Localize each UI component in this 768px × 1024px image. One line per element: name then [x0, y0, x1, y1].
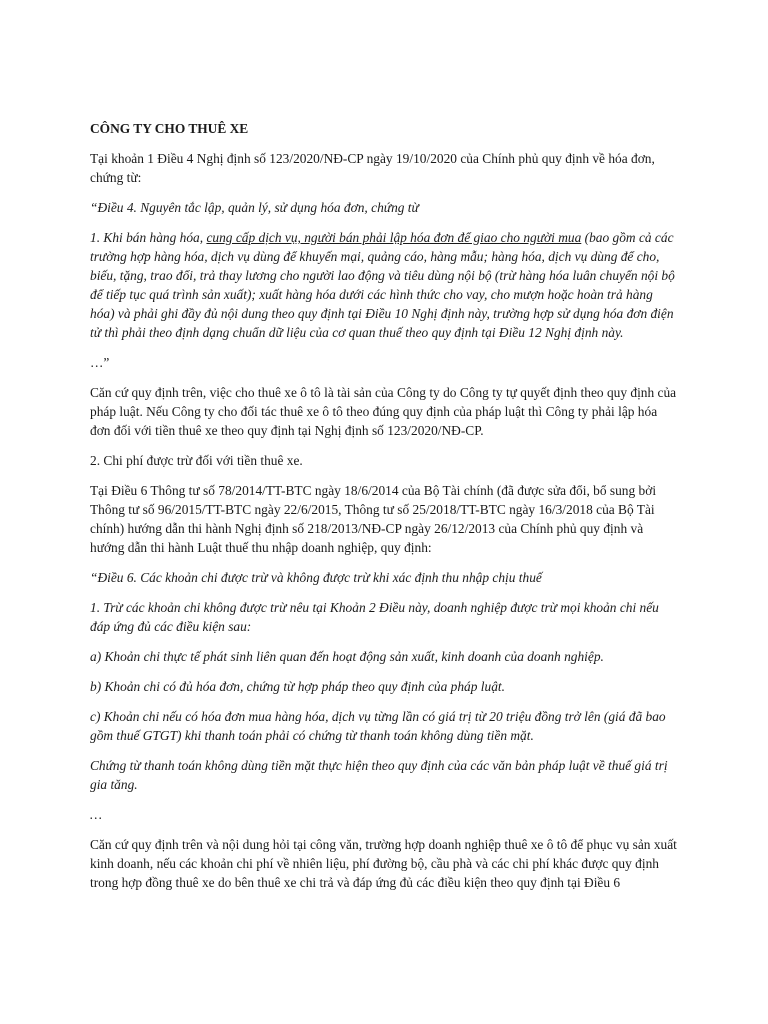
- quote-article-4-heading: “Điều 4. Nguyên tắc lập, quản lý, sử dụng hóa đơn, chứng từ: [90, 200, 419, 215]
- paragraph-legal-basis: Tại khoản 1 Điều 4 Nghị định số 123/2020/NĐ-CP ngày 19/10/2020 của Chính phủ quy định về hóa đơn, chứng từ:: [90, 151, 655, 185]
- document-title: CÔNG TY CHO THUÊ XE: [90, 121, 249, 136]
- paragraph-conclusion-2: Căn cứ quy định trên và nội dung hỏi tại công văn, trường hợp doanh nghiệp thuê xe ô tô để phục vụ sản xuất kinh doanh, nếu các khoản chi phí về nhiên liệu, phí đường bộ, cầu phà và các chi phí khác được quy định trong hợp đồng thuê xe do bên thuê xe chi trả và đáp ứng đủ các điều kiện theo quy định tại Điều 6: [90, 837, 677, 890]
- paragraph-legal-basis-2: Tại Điều 6 Thông tư số 78/2014/TT-BTC ngày 18/6/2014 của Bộ Tài chính (đã được sửa đổi, bổ sung bởi Thông tư số 96/2015/TT-BTC ngày 22/6/2015, Thông tư số 25/2018/TT-BTC ngày 16/3/2018 của Bộ Tài chính) hướng dẫn thi hành Nghị định số 218/2013/NĐ-CP ngày 26/12/2013 của Chính phủ quy định và hướng dẫn thi hành Luật thuế thu nhập doanh nghiệp, quy định:: [90, 483, 657, 555]
- paragraph-conclusion-1: Căn cứ quy định trên, việc cho thuê xe ô tô là tài sản của Công ty do Công ty tự quyết định theo quy định của pháp luật. Nếu Công ty cho đối tác thuê xe ô tô theo đúng quy định của pháp luật thì Công ty phải lập hóa đơn đối với tiền thuê xe theo quy định tại Nghị định số 123/2020/NĐ-CP.: [90, 385, 677, 438]
- quote-article-6-heading: “Điều 6. Các khoản chi được trừ và không được trừ khi xác định thu nhập chịu thuế: [90, 570, 542, 585]
- condition-b: b) Khoản chi có đủ hóa đơn, chứng từ hợp pháp theo quy định của pháp luật.: [90, 679, 505, 694]
- clause-text-after: (bao gồm cả các trường hợp hàng hóa, dịch vụ dùng để khuyến mại, quảng cáo, hàng mẫu; hàng hóa, dịch vụ dùng để cho, biếu, tặng, trao đổi, trả thay lương cho người lao động và tiêu dùng nội bộ (trừ hàng hóa luân chuyển nội bộ để tiếp tục quá trình sản xuất); xuất hàng hóa dưới các hình thức cho vay, cho mượn hoặc hoàn trả hàng hóa) và phải ghi đầy đủ nội dung theo quy định tại Điều 10 Nghị định này, trường hợp sử dụng hóa đơn điện tử thì phải theo định dạng chuẩn dữ liệu của cơ quan thuế theo quy định tại Điều 12 Nghị định này.: [90, 230, 675, 340]
- quote-article-6-clause-1: 1. Trừ các khoản chi không được trừ nêu tại Khoản 2 Điều này, doanh nghiệp được trừ mọi khoản chi nếu đáp ứng đủ các điều kiện sau:: [90, 600, 659, 634]
- condition-a: a) Khoản chi thực tế phát sinh liên quan đến hoạt động sản xuất, kinh doanh của doanh nghiệp.: [90, 649, 604, 664]
- quote-article-4-clause-1: [90, 228, 680, 342]
- condition-c: c) Khoản chi nếu có hóa đơn mua hàng hóa, dịch vụ từng lần có giá trị từ 20 triệu đồng trở lên (giá đã bao gồm thuế GTGT) khi thanh toán phải có chứng từ thanh toán không dùng tiền mặt.: [90, 709, 666, 743]
- section-heading-deductible-costs: 2. Chi phí được trừ đối với tiền thuê xe.: [90, 453, 303, 468]
- clause-text-before: 1. Khi bán hàng hóa,: [90, 230, 207, 245]
- clause-text-underlined: cung cấp dịch vụ, người bán phải lập hóa đơn để giao cho người mua: [206, 230, 582, 245]
- quote-ellipsis: …: [90, 807, 102, 822]
- condition-c-note: Chứng từ thanh toán không dùng tiền mặt thực hiện theo quy định của các văn bản pháp luật về thuế giá trị gia tăng.: [90, 758, 668, 792]
- quote-end-ellipsis: …”: [90, 355, 110, 370]
